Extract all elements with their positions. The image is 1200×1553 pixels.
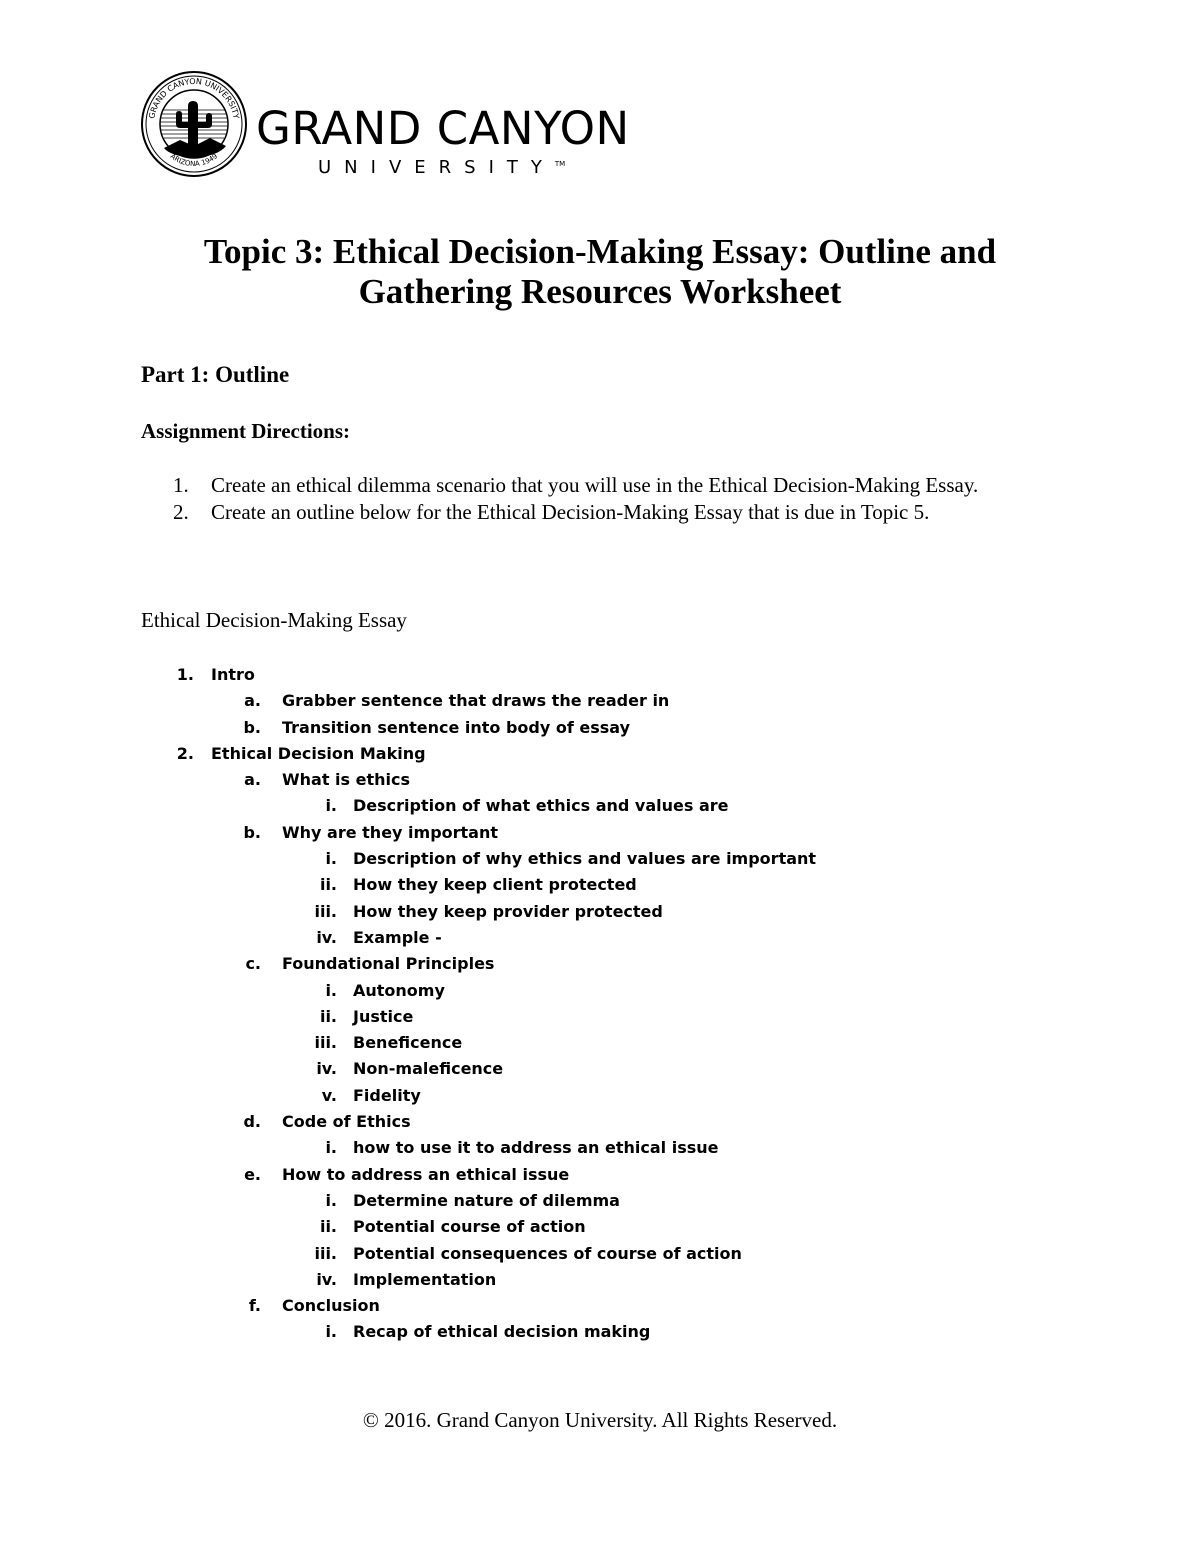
outline-marker: d. xyxy=(243,1112,261,1132)
outline-text: Grabber sentence that draws the reader in xyxy=(282,691,670,711)
outline-item-level-2 xyxy=(141,1293,1041,1319)
outline-item-level-1 xyxy=(141,662,1041,688)
direction-text: Create an outline below for the Ethical Decision-Making Essay that is due in Topic 5. xyxy=(211,500,930,524)
outline-text: Description of why ethics and values are important xyxy=(353,849,817,869)
outline-item-level-3 xyxy=(141,1267,1041,1293)
title-line-1: Topic 3: Ethical Decision-Making Essay: Outline and xyxy=(203,232,997,271)
direction-item xyxy=(141,499,1041,526)
outline-item-level-3 xyxy=(141,1083,1041,1109)
title-line-2: Gathering Resources Worksheet xyxy=(358,272,842,311)
directions-heading: Assignment Directions: xyxy=(141,419,351,443)
wordmark-line2 xyxy=(318,157,630,178)
outline-item-level-2 xyxy=(141,951,1041,977)
outline-text: How to address an ethical issue xyxy=(282,1164,570,1184)
outline-marker: f. xyxy=(248,1296,261,1316)
direction-number: 1. xyxy=(173,473,189,497)
direction-number: 2. xyxy=(173,500,189,524)
trademark-mark: TM xyxy=(554,160,566,168)
outline-marker: 2. xyxy=(176,743,194,763)
outline-text: Why are they important xyxy=(282,822,499,842)
outline-marker: c. xyxy=(245,954,261,974)
outline-text: Intro xyxy=(211,665,255,684)
direction-item xyxy=(141,472,1041,499)
outline-marker: a. xyxy=(244,770,261,790)
outline-text: How they keep provider protected xyxy=(353,901,663,921)
outline-marker: v. xyxy=(321,1085,337,1105)
outline-text: How they keep client protected xyxy=(353,875,637,895)
outline-text: Description of what ethics and values are xyxy=(353,796,729,816)
outline-text: Autonomy xyxy=(353,980,445,1000)
outline-text: Conclusion xyxy=(282,1296,380,1316)
outline-text: Transition sentence into body of essay xyxy=(282,717,631,737)
outline-item-level-3 xyxy=(141,1056,1041,1082)
outline-text: Beneficence xyxy=(353,1033,463,1053)
outline-item-level-3 xyxy=(141,1319,1041,1345)
outline-marker: i. xyxy=(325,796,337,816)
outline-marker: iii. xyxy=(314,901,337,921)
outline-item-level-3 xyxy=(141,793,1041,819)
outline-marker: iv. xyxy=(316,1269,337,1289)
wordmark-university: UNIVERSITY xyxy=(318,157,555,178)
svg-text:GRAND CANYON UNIVERSITY: GRAND CANYON UNIVERSITY xyxy=(147,76,241,120)
outline-item-level-2 xyxy=(141,1162,1041,1188)
outline-text: Ethical Decision Making xyxy=(211,743,426,763)
directions-list xyxy=(141,472,1041,526)
outline-item-level-3 xyxy=(141,1030,1041,1056)
outline-item-level-3 xyxy=(141,899,1041,925)
outline-item-level-3 xyxy=(141,846,1041,872)
outline-text: What is ethics xyxy=(282,770,411,790)
essay-outline xyxy=(141,662,1041,1346)
outline-marker: b. xyxy=(243,822,261,842)
outline-marker: a. xyxy=(244,691,261,711)
wordmark-line1: GRAND CANYON xyxy=(256,102,630,155)
outline-marker: i. xyxy=(325,980,337,1000)
outline-text: Fidelity xyxy=(353,1085,421,1105)
outline-item-level-2 xyxy=(141,688,1041,714)
outline-marker: iv. xyxy=(316,927,337,947)
outline-text: how to use it to address an ethical issue xyxy=(353,1138,719,1158)
outline-text: Potential course of action xyxy=(353,1217,586,1237)
outline-item-level-3 xyxy=(141,925,1041,951)
outline-item-level-2 xyxy=(141,767,1041,793)
outline-text: Code of Ethics xyxy=(282,1112,411,1132)
university-seal-icon xyxy=(140,70,248,178)
outline-item-level-1 xyxy=(141,741,1041,767)
outline-item-level-2 xyxy=(141,1109,1041,1135)
outline-item-level-2 xyxy=(141,715,1041,741)
outline-item-level-3 xyxy=(141,1241,1041,1267)
outline-marker: iii. xyxy=(314,1243,337,1263)
outline-item-level-3 xyxy=(141,978,1041,1004)
outline-item-level-3 xyxy=(141,1004,1041,1030)
outline-item-level-3 xyxy=(141,1135,1041,1161)
outline-marker: 1. xyxy=(176,665,194,684)
outline-text: Justice xyxy=(353,1006,414,1026)
outline-marker: ii. xyxy=(319,875,337,895)
copyright-footer: © 2016. Grand Canyon University. All Rights Reserved. xyxy=(362,1408,838,1432)
outline-marker: iii. xyxy=(314,1033,337,1053)
outline-text: Example - xyxy=(353,927,442,947)
outline-marker: i. xyxy=(325,1190,337,1210)
outline-marker: i. xyxy=(325,1322,337,1342)
part-heading: Part 1: Outline xyxy=(141,362,290,387)
outline-marker: i. xyxy=(325,849,337,869)
outline-marker: iv. xyxy=(316,1059,337,1079)
outline-text: Non-maleficence xyxy=(353,1059,504,1079)
university-logo xyxy=(140,70,630,180)
outline-marker: ii. xyxy=(319,1006,337,1026)
outline-marker: e. xyxy=(244,1164,261,1184)
svg-text:ARIZONA 1949: ARIZONA 1949 xyxy=(168,152,220,169)
outline-text: Implementation xyxy=(353,1269,497,1289)
outline-item-level-3 xyxy=(141,1214,1041,1240)
direction-text: Create an ethical dilemma scenario that you will use in the Ethical Decision-Making Essay. xyxy=(211,473,979,497)
outline-text: Determine nature of dilemma xyxy=(353,1190,620,1210)
outline-marker: i. xyxy=(325,1138,337,1158)
outline-marker: b. xyxy=(243,717,261,737)
outline-text: Foundational Principles xyxy=(282,954,495,974)
page-title xyxy=(150,232,1050,312)
outline-item-level-3 xyxy=(141,1188,1041,1214)
outline-item-level-3 xyxy=(141,872,1041,898)
outline-text: Potential consequences of course of action xyxy=(353,1243,742,1263)
essay-heading: Ethical Decision-Making Essay xyxy=(141,608,407,632)
outline-item-level-2 xyxy=(141,820,1041,846)
outline-marker: ii. xyxy=(319,1217,337,1237)
university-wordmark xyxy=(256,102,630,178)
outline-text: Recap of ethical decision making xyxy=(353,1322,651,1342)
